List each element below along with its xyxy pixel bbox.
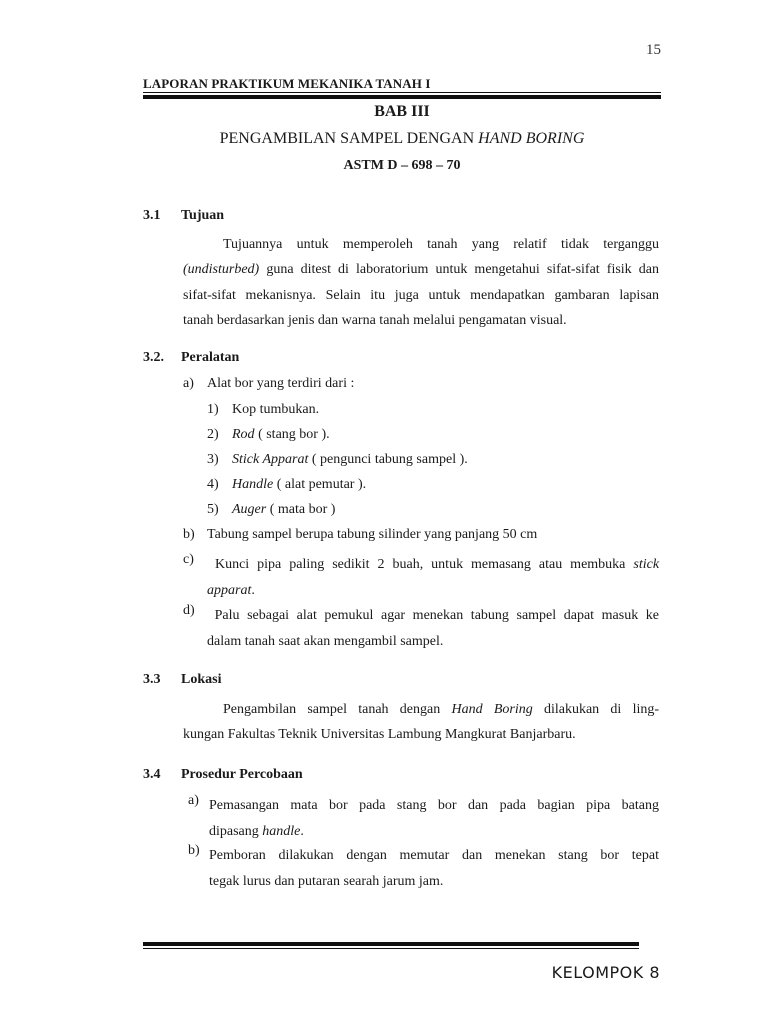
section-number: 3.3 [143,672,161,687]
footer-rule-thick [143,942,639,946]
list-item-label: a) [183,376,194,391]
section-number: 3.2. [143,350,164,365]
group-label: KELOMPOK 8 [551,963,660,982]
sub-list-label: 4) [207,477,219,492]
list-item: Alat bor yang terdiri dari : [207,376,355,391]
page-number: 15 [646,42,661,58]
chapter-title [143,130,661,148]
paragraph-line: Tujuannya untuk memperoleh tanah yang relatif tidak terganggu [223,237,659,252]
list-item-label: a) [188,793,199,808]
header-rule-thick [143,95,661,99]
section-title: Lokasi [181,672,222,687]
paragraph-line: tanah berdasarkan jenis dan warna tanah melalui pengamatan visual. [183,312,567,328]
list-item: Palu sebagai alat pemukul agar menekan tabung sampel dapat masuk ke dalam tanah saat akan mengambil sampel. [207,608,659,649]
section-heading-3-4 [143,767,303,783]
paragraph-line: sifat-sifat mekanisnya. Selain itu juga untuk mendapatkan gambaran lapisan [183,287,659,303]
list-item-label: b) [188,843,200,858]
section-heading-3-2 [143,350,239,366]
sub-list-item: Kop tumbukan. [232,402,320,417]
header-rule-thin [143,92,661,93]
paragraph-line: (undisturbed) guna ditest di laboratorium untuk mengetahui sifat-sifat fisik dan [183,262,659,278]
list-item: Tabung sampel berupa tabung silinder yang panjang 50 cm [207,527,538,542]
sub-list-label: 3) [207,452,219,467]
section-heading-3-3 [143,672,221,688]
list-item: Pemasangan mata bor pada stang bor dan pada bagian pipa batang dipasang handle. [209,798,659,839]
sub-list-item: Stick Apparat ( pengunci tabung sampel ). [232,452,468,467]
chapter-label: BAB III [374,103,430,120]
footer-rule-thin [143,948,639,949]
sub-list-label: 2) [207,427,219,442]
tujuan-paragraph [183,232,659,333]
list-item: Kunci pipa paling sedikit 2 buah, untuk memasang atau membuka stick apparat. [207,557,660,598]
sub-list-item: Rod ( stang bor ). [232,427,330,442]
section-heading-3-1 [143,208,224,224]
sub-list-item: Auger ( mata bor ) [232,502,336,517]
section-number: 3.1 [143,208,161,223]
sub-list-item: Handle ( alat pemutar ). [232,477,367,492]
running-head: LAPORAN PRAKTIKUM MEKANIKA TANAH I [143,76,431,91]
section-title: Prosedur Percobaan [181,767,303,782]
chapter-standard: ASTM D – 698 – 70 [343,158,461,173]
section-title: Tujuan [181,208,225,223]
list-item-label: d) [183,603,195,618]
sub-list-label: 1) [207,402,219,417]
chapter-title-italic: HAND BORING [478,130,585,147]
list-item: Pemboran dilakukan dengan memutar dan menekan stang bor tepat tegak lurus dan putaran searah jarum jam. [209,848,659,889]
section-number: 3.4 [143,767,161,782]
section-title: Peralatan [181,350,240,365]
lokasi-paragraph: Pengambilan sampel tanah dengan Hand Boring dilakukan di ling- kungan Fakultas Teknik Universitas Lambung Mangkurat Banjarbaru. [183,702,660,743]
list-item-label: c) [183,552,194,567]
sub-list-label: 5) [207,502,219,517]
chapter-title-prefix: PENGAMBILAN SAMPEL DENGAN [219,130,479,147]
list-item-label: b) [183,527,195,542]
